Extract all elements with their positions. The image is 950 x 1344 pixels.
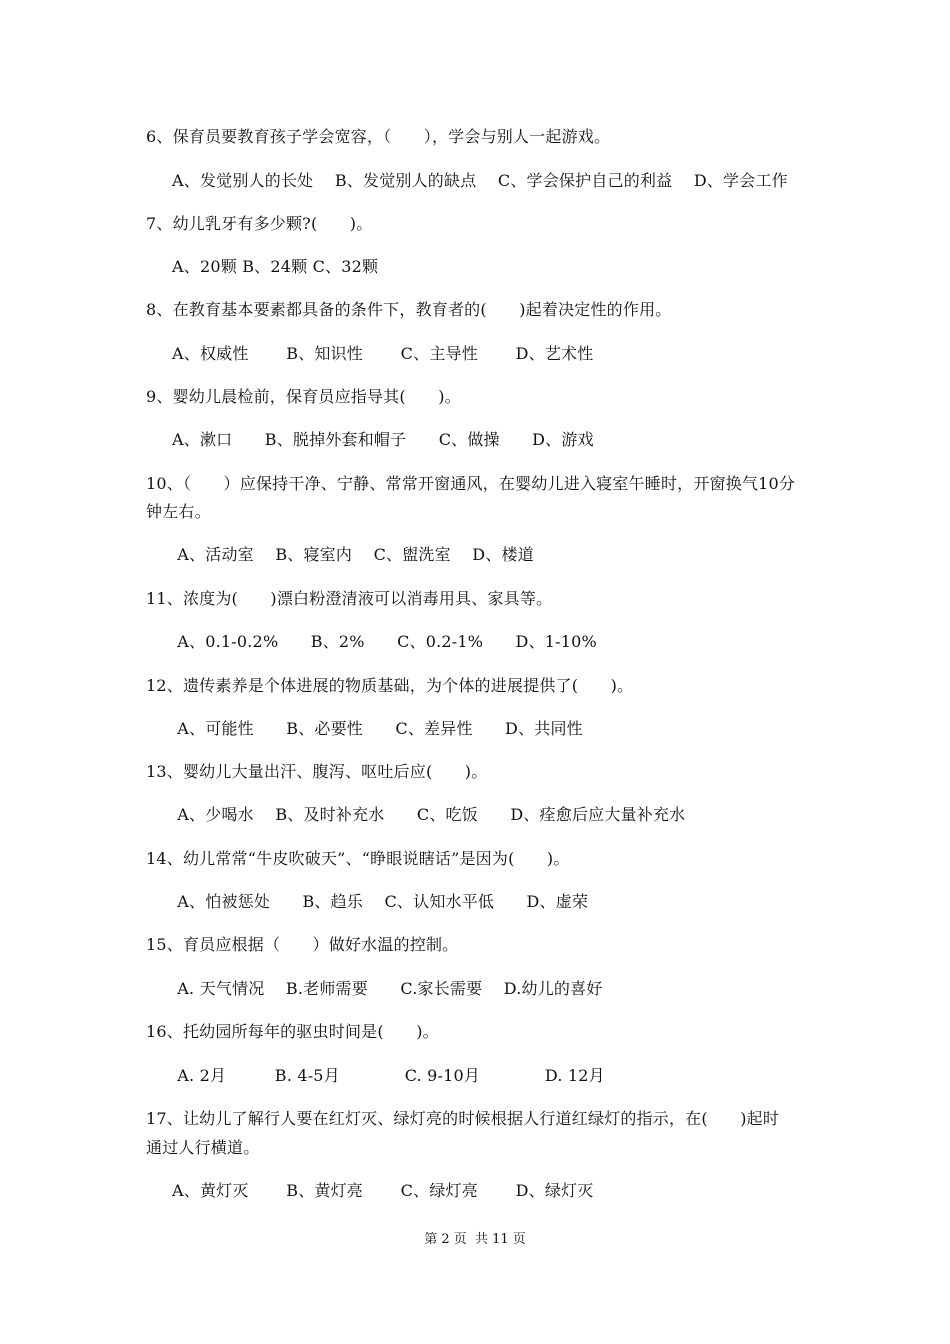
options-9: A、漱口 B、脱掉外套和帽子 C、做操 D、游戏 (172, 430, 594, 449)
options-12: A、可能性 B、必要性 C、差异性 D、共同性 (172, 719, 583, 738)
question-17-cont: 通过人行横道。 (146, 1138, 260, 1157)
question-17: 17、让幼儿了解行人要在红灯灭、绿灯亮的时候根据人行道红绿灯的指示，在( )起时 (146, 1109, 780, 1128)
question-10: 10、（ ）应保持干净、宁静、常常开窗通风，在婴幼儿进入寝室午睡时，开窗换气10分 (146, 474, 796, 493)
options-13: A、少喝水 B、及时补充水 C、吃饭 D、痊愈后应大量补充水 (172, 805, 686, 824)
question-12: 12、遗传素养是个体进展的物质基础，为个体的进展提供了( )。 (146, 676, 634, 695)
question-13: 13、婴幼儿大量出汗、腹泻、呕吐后应( )。 (146, 762, 488, 781)
options-15: A. 天气情况 B.老师需要 C.家长需要 D.幼儿的喜好 (172, 979, 603, 998)
question-7: 7、幼儿乳牙有多少颗?( )。 (146, 214, 373, 233)
question-16: 16、托幼园所每年的驱虫时间是( )。 (146, 1022, 439, 1041)
page-footer: 第 2 页 共 11 页 (424, 1232, 526, 1247)
question-11: 11、浓度为( )漂白粉澄清液可以消毒用具、家具等。 (146, 589, 553, 608)
options-16: A. 2月 B. 4-5月 C. 9-10月 D. 12月 (172, 1066, 605, 1085)
options-10: A、活动室 B、寝室内 C、盥洗室 D、楼道 (172, 545, 534, 564)
options-6: A、发觉别人的长处 B、发觉别人的缺点 C、学会保护自己的利益 D、学会工作 (172, 171, 788, 190)
question-6: 6、保育员要教育孩子学会宽容，（ ），学会与别人一起游戏。 (146, 127, 611, 146)
options-14: A、怕被惩处 B、趋乐 C、认知水平低 D、虚荣 (172, 892, 589, 911)
options-17: A、黄灯灭 B、黄灯亮 C、绿灯亮 D、绿灯灭 (172, 1181, 594, 1200)
options-8: A、权威性 B、知识性 C、主导性 D、艺术性 (172, 344, 594, 363)
question-9: 9、婴幼儿晨检前，保育员应指导其( )。 (146, 387, 461, 406)
question-14: 14、幼儿常常“牛皮吹破天”、“睁眼说瞎话”是因为( )。 (146, 849, 570, 868)
question-8: 8、在教育基本要素都具备的条件下，教育者的( )起着决定性的作用。 (146, 300, 672, 319)
options-7: A、20颗 B、24颗 C、32颗 (172, 257, 379, 276)
question-15: 15、育员应根据（ ）做好水温的控制。 (146, 935, 459, 954)
question-10-cont: 钟左右。 (146, 502, 211, 521)
options-11: A、0.1-0.2% B、2% C、0.2-1% D、1-10% (172, 632, 597, 651)
